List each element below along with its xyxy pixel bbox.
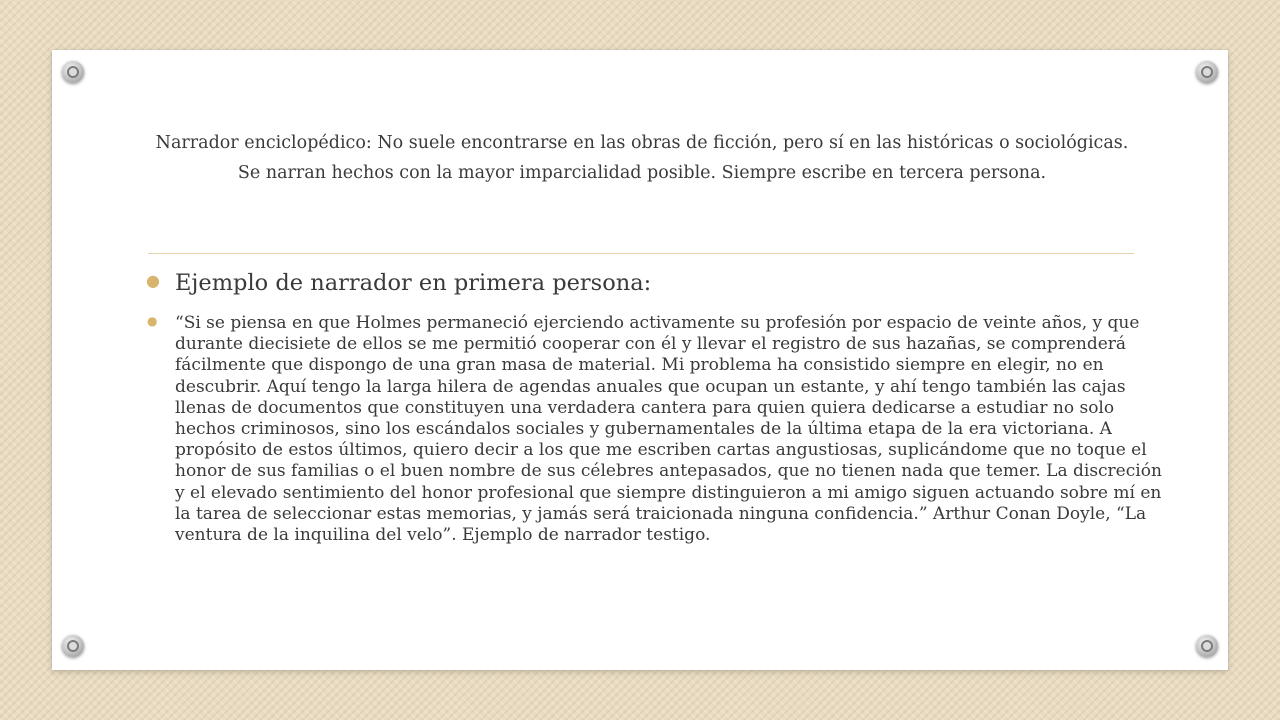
bullet-icon: ● [147,314,158,328]
pushpin-icon [1196,61,1218,83]
bullet-quote: “Si se piensa en que Holmes permaneció ejerciendo activamente su profesión por espacio de veinte años, y que durante diecisiete de ellos se me permitió cooperar con él y llevar el registro de sus hazañas, se comprenderá fácilmente que dispongo de una gran masa de material. Mi problema ha consistido siempre en elegir, no en descubrir. Aquí tengo la larga hilera de agendas anuales que ocupan un estante, y ahí tengo también las cajas llenas de documentos que constituyen una verdadera cantera para quien quiera dedicarse a estudiar no solo hechos criminosos, sino los escándalos sociales y gubernamentales de la última etapa de la era victoriana. A propósito de estos últimos, quiero decir a los que me escriben cartas angustiosas, suplicándome que no toque el honor de sus familias o el buen nombre de sus célebres antepasados, que no tienen nada que temer. La discreción y el elevado sentimiento del honor profesional que siempre distinguieron a mi amigo siguen actuando sobre mí en la tarea de seleccionar estas memorias, y jamás será traicionada ninguna confidencia.” Arthur Conan Doyle, “La ventura de la inquilina del velo”. Ejemplo de narrador testigo. [175,313,1162,546]
bullet-icon: ● [146,271,160,290]
pushpin-icon [62,61,84,83]
slide-title: Narrador enciclopédico: No suele encontrarse en las obras de ficción, pero sí en las históricas o sociológicas. Se narran hechos con la mayor imparcialidad posible. Siempre escribe en tercera persona. [155,133,1129,183]
title-divider [148,253,1134,254]
pushpin-icon [62,635,84,657]
bullet-heading: Ejemplo de narrador en primera persona: [175,270,652,296]
pushpin-icon [1196,635,1218,657]
